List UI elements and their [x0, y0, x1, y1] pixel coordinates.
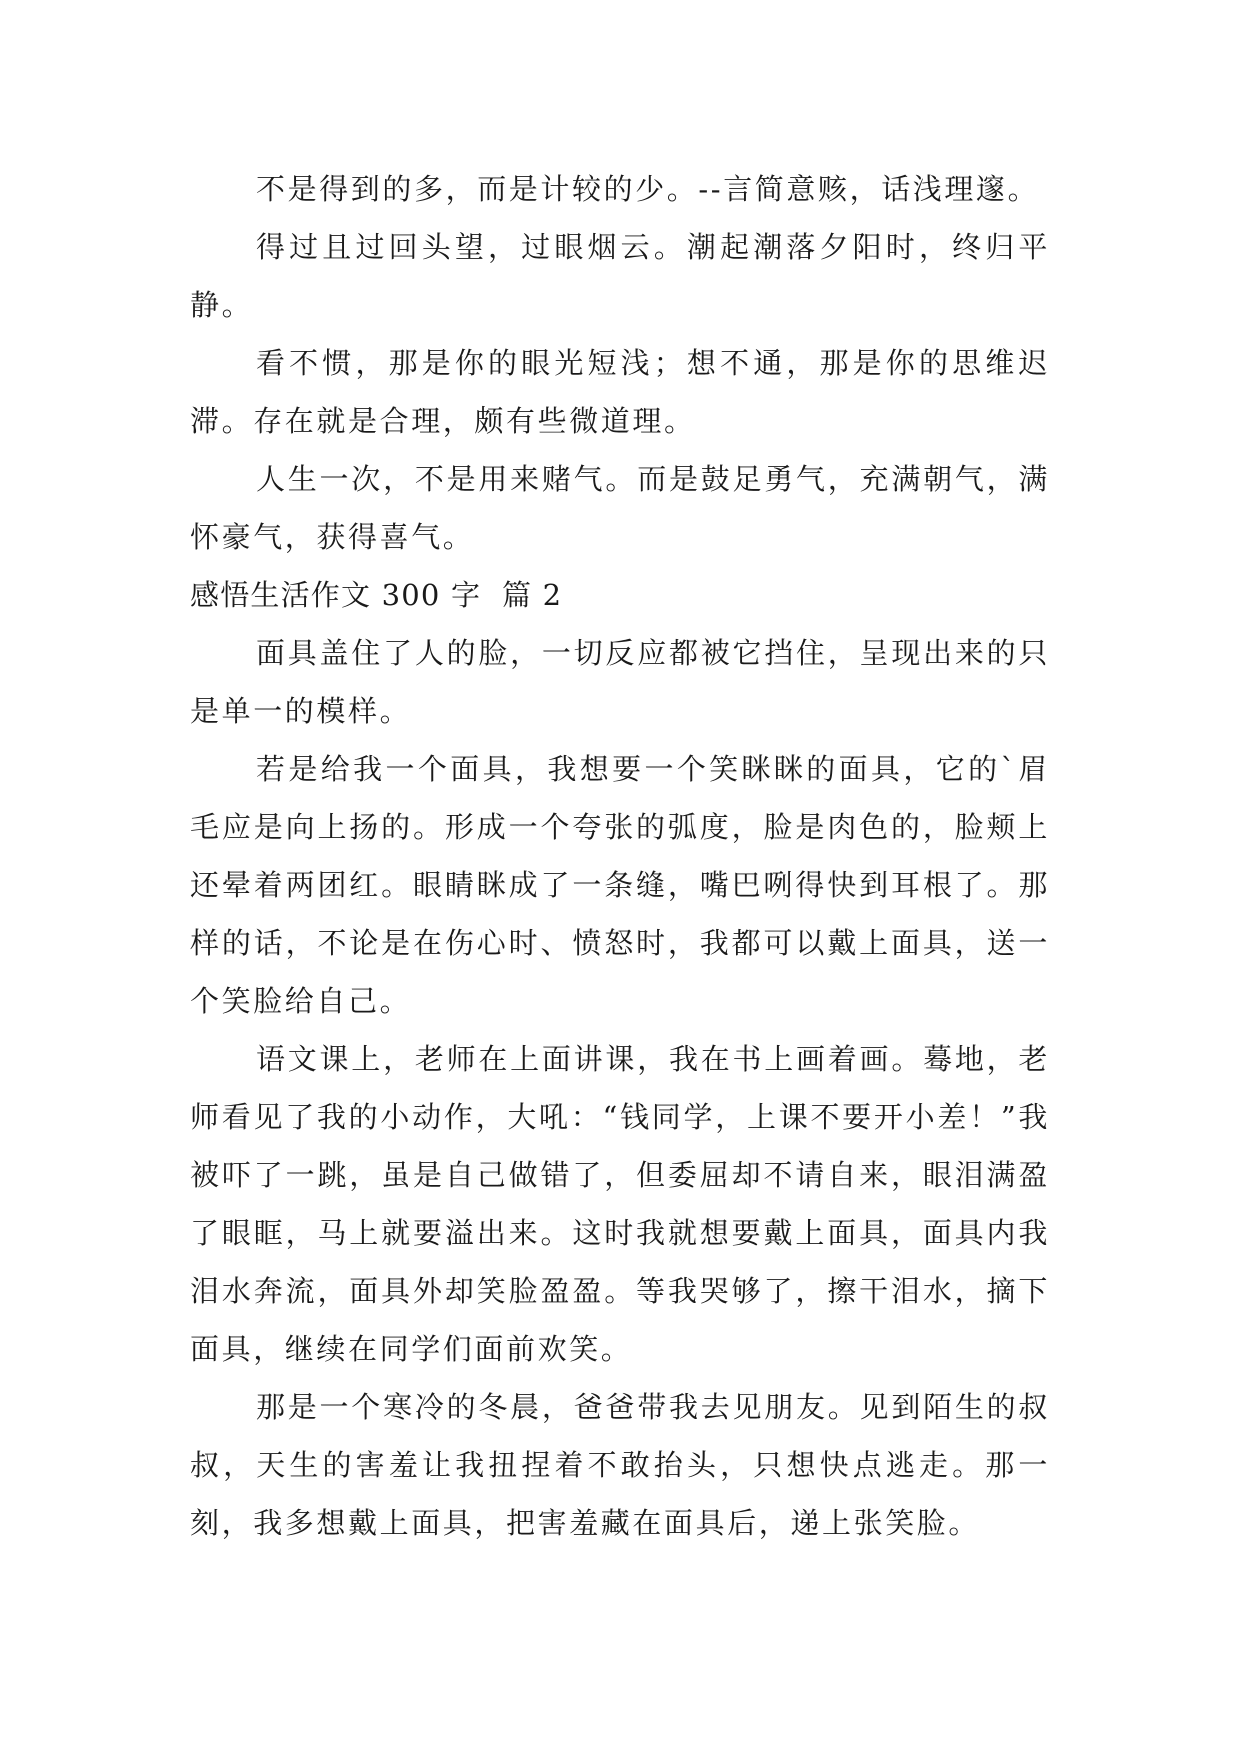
paragraph-5: 面具盖住了人的脸，一切反应都被它挡住，呈现出来的只是单一的模样。 [190, 636, 1050, 728]
document-page [190, 160, 1050, 1552]
section-heading: 感悟生活作文 300 字 篇 2 [190, 578, 563, 612]
paragraph-1: 不是得到的多，而是计较的少。--言简意赅，话浅理邃。 [256, 172, 1040, 206]
paragraph-3: 看不惯，那是你的眼光短浅；想不通，那是你的思维迟滞。存在就是合理，颇有些微道理。 [190, 346, 1050, 438]
paragraph-6: 若是给我一个面具，我想要一个笑眯眯的面具，它的`眉毛应是向上扬的。形成一个夸张的弧度，脸是肉色的，脸颊上还晕着两团红。眼睛眯成了一条缝，嘴巴咧得快到耳根了。那样的话，不论是在伤心时、愤怒时，我都可以戴上面具，送一个笑脸给自己。 [190, 752, 1050, 1018]
paragraph-2: 得过且过回头望，过眼烟云。潮起潮落夕阳时，终归平静。 [190, 230, 1050, 322]
paragraph-7: 语文课上，老师在上面讲课，我在书上画着画。蓦地，老师看见了我的小动作，大吼：“钱同学，上课不要开小差！”我被吓了一跳，虽是自己做错了，但委屈却不请自来，眼泪满盈了眼眶，马上就要溢出来。这时我就想要戴上面具，面具内我泪水奔流，面具外却笑脸盈盈。等我哭够了，擦干泪水，摘下面具，继续在同学们面前欢笑。 [190, 1042, 1050, 1366]
paragraph-8: 那是一个寒冷的冬晨，爸爸带我去见朋友。见到陌生的叔叔，天生的害羞让我扭捏着不敢抬头，只想快点逃走。那一刻，我多想戴上面具，把害羞藏在面具后，递上张笑脸。 [190, 1390, 1050, 1540]
paragraph-4: 人生一次，不是用来赌气。而是鼓足勇气，充满朝气，满怀豪气，获得喜气。 [190, 462, 1050, 554]
